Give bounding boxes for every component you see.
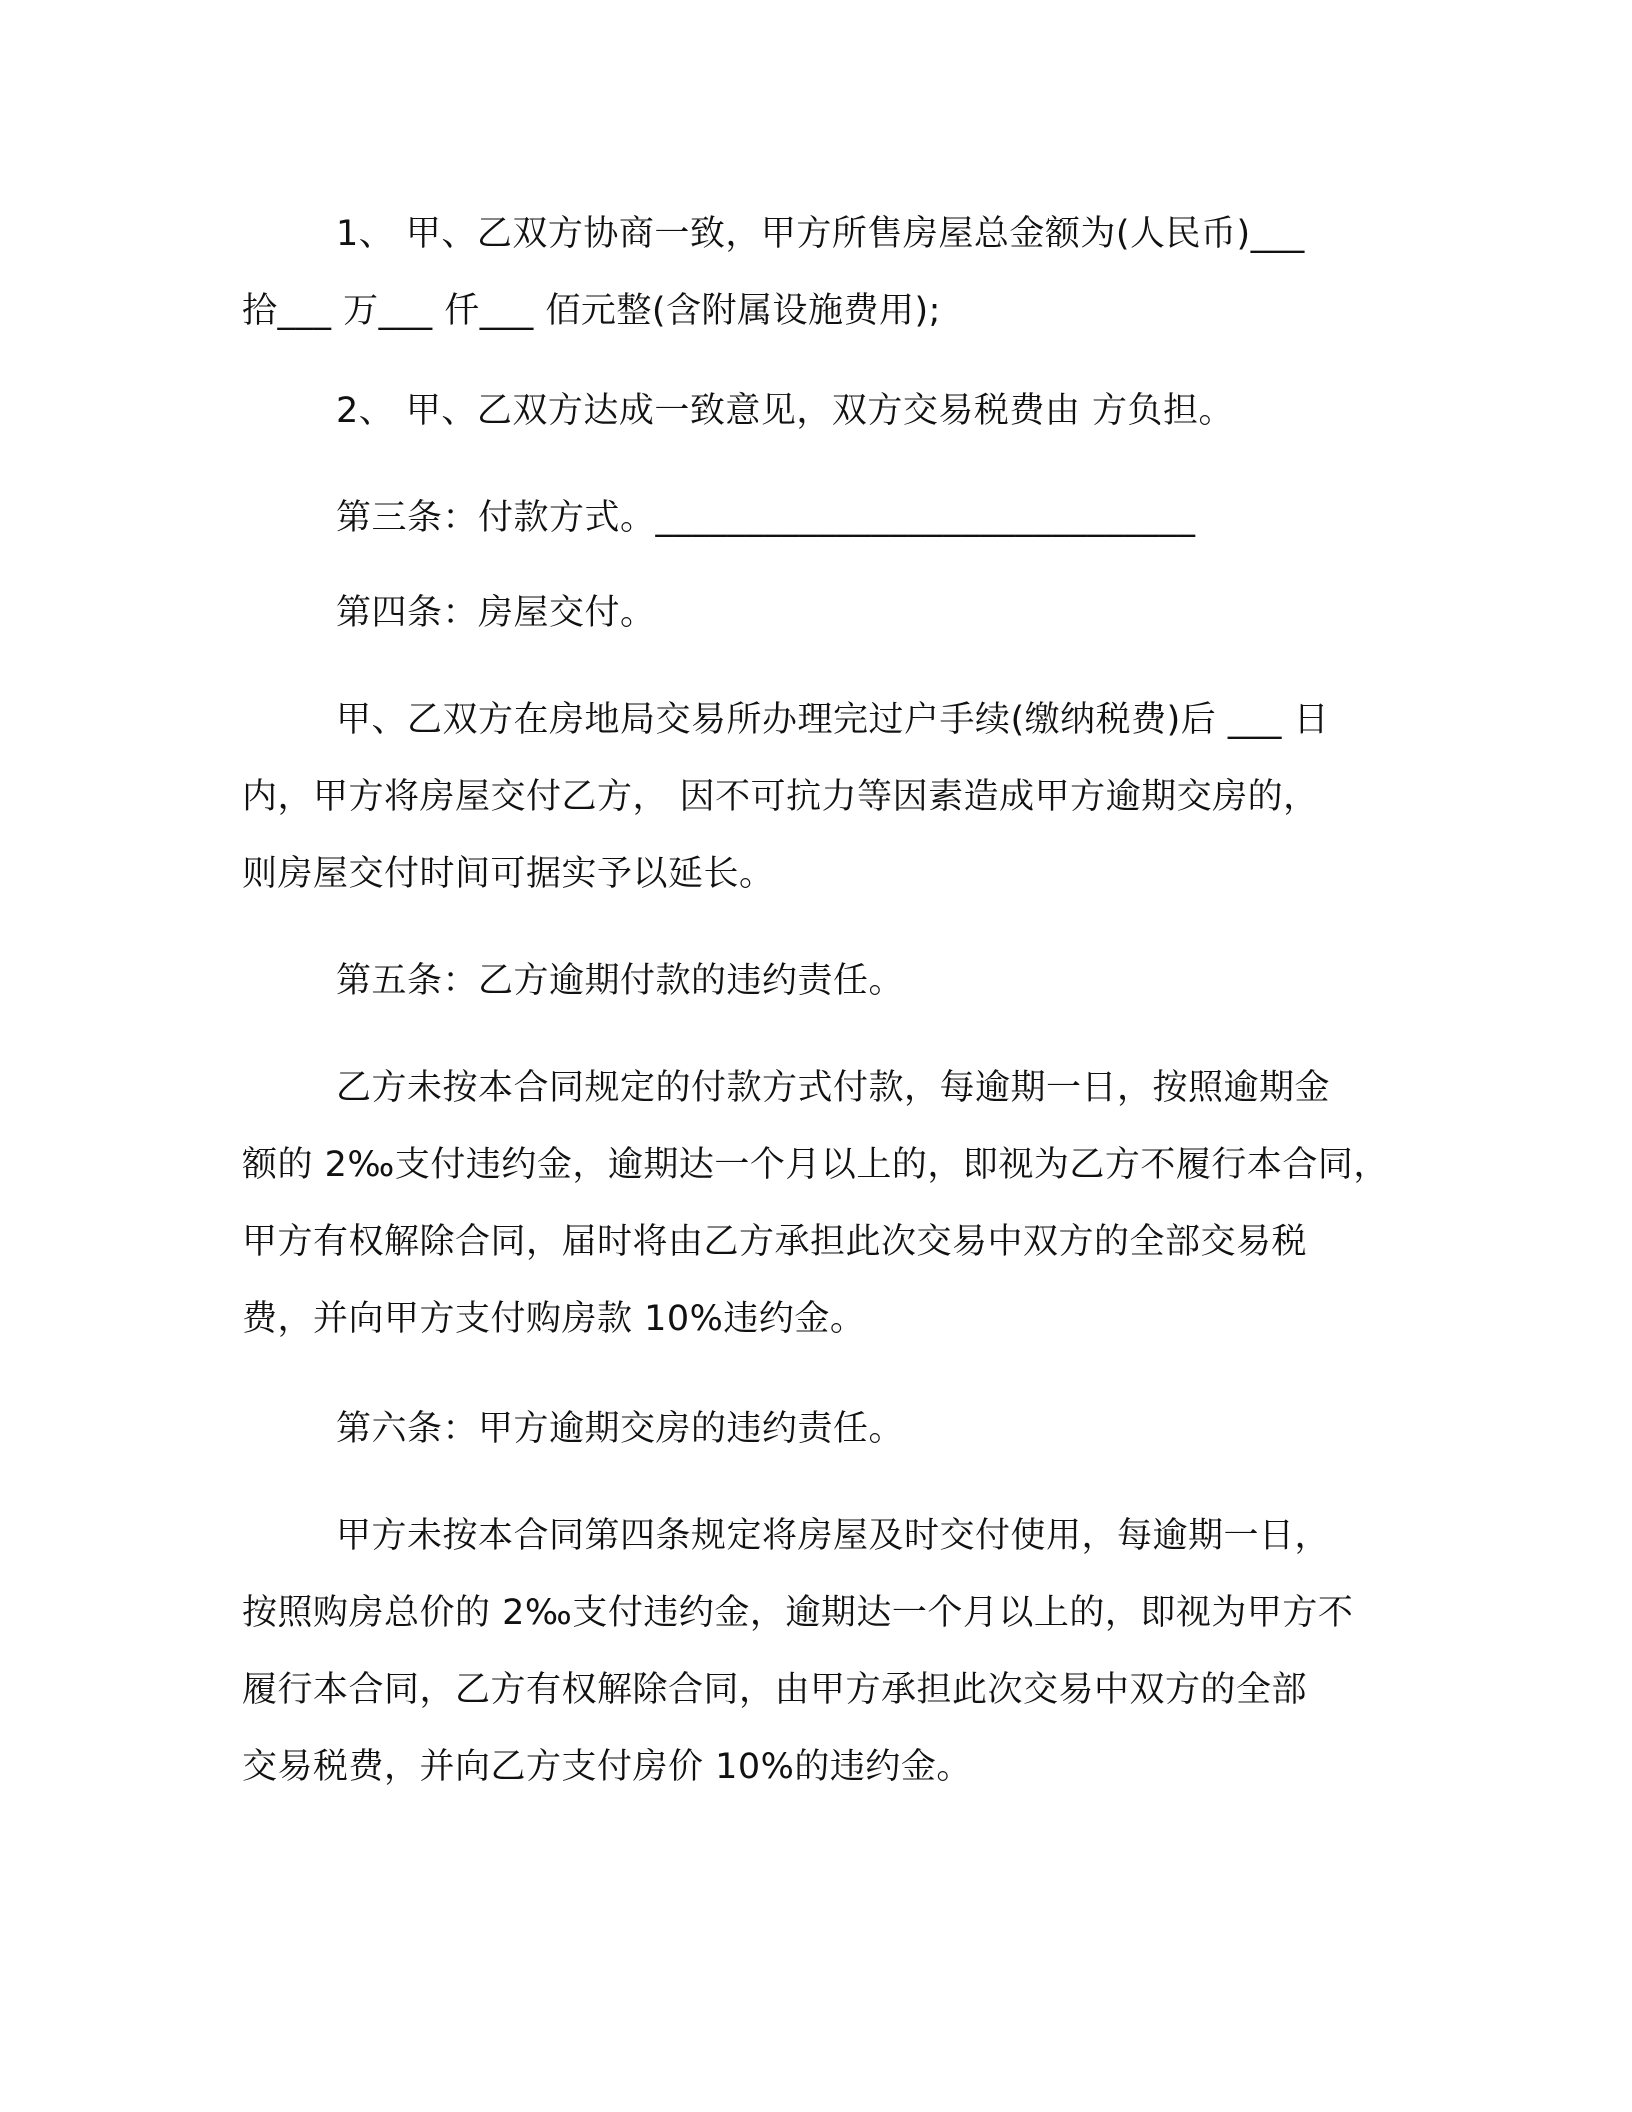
clause-item-2-tax-burden bbox=[242, 373, 1422, 450]
text-line: 1、 甲、乙双方协商一致，甲方所售房屋总金额为(人民币)___ bbox=[336, 214, 1305, 254]
article-6-heading bbox=[242, 1391, 1422, 1468]
text-line: 额的 2‰支付违约金，逾期达一个月以上的，即视为乙方不履行本合同， bbox=[242, 1145, 1389, 1185]
text-line: 履行本合同，乙方有权解除合同，由甲方承担此次交易中双方的全部 bbox=[242, 1670, 1308, 1710]
text-line: 乙方未按本合同规定的付款方式付款，每逾期一日，按照逾期金 bbox=[336, 1068, 1331, 1108]
article-4-body bbox=[242, 682, 1422, 913]
article-3-heading bbox=[242, 480, 1422, 557]
article-6-body bbox=[242, 1498, 1422, 1806]
article-5-heading bbox=[242, 943, 1422, 1020]
article-5-body bbox=[242, 1050, 1422, 1358]
clause-item-1-total-price bbox=[242, 196, 1422, 350]
text-line: 甲、乙双方在房地局交易所办理完过户手续(缴纳税费)后 ___ 日 bbox=[336, 700, 1330, 740]
text-line: 拾___ 万___ 仟___ 佰元整(含附属设施费用); bbox=[242, 291, 941, 331]
text-line: 甲方有权解除合同，届时将由乙方承担此次交易中双方的全部交易税 bbox=[242, 1222, 1308, 1262]
article-4-heading bbox=[242, 575, 1422, 652]
text-line: 第四条：房屋交付。 bbox=[336, 593, 656, 633]
text-line: 则房屋交付时间可据实予以延长。 bbox=[242, 854, 775, 894]
text-line: 费，并向甲方支付购房款 10%违约金。 bbox=[242, 1299, 866, 1339]
text-line: 交易税费，并向乙方支付房价 10%的违约金。 bbox=[242, 1747, 972, 1787]
contract-body bbox=[242, 196, 1422, 1806]
text-line: 内，甲方将房屋交付乙方， 因不可抗力等因素造成甲方逾期交房的， bbox=[242, 777, 1319, 817]
text-line: 2、 甲、乙双方达成一致意见，双方交易税费由 方负担。 bbox=[336, 391, 1235, 431]
text-line: 第三条：付款方式。______________________________ bbox=[336, 498, 1196, 538]
text-line: 按照购房总价的 2‰支付违约金，逾期达一个月以上的，即视为甲方不 bbox=[242, 1593, 1354, 1633]
text-line: 第五条：乙方逾期付款的违约责任。 bbox=[336, 961, 905, 1001]
text-line: 甲方未按本合同第四条规定将房屋及时交付使用，每逾期一日， bbox=[336, 1516, 1331, 1556]
text-line: 第六条：甲方逾期交房的违约责任。 bbox=[336, 1409, 905, 1449]
